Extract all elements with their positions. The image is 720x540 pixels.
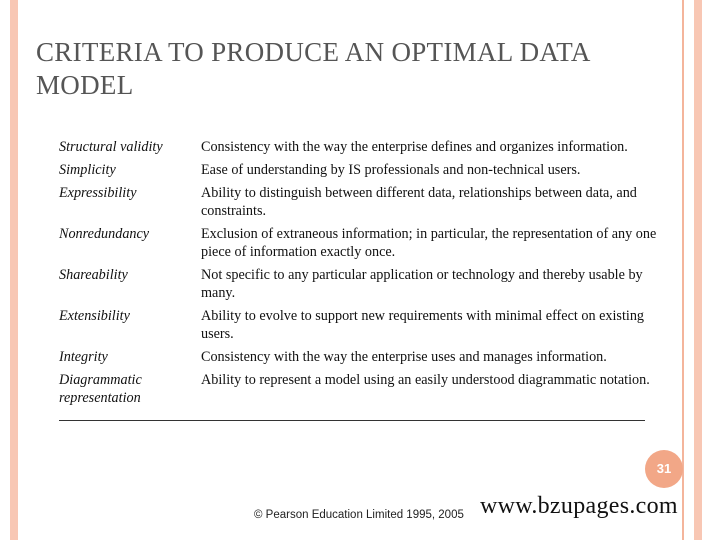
criterion-term: Nonredundancy bbox=[59, 226, 150, 242]
criteria-row bbox=[59, 266, 659, 307]
right-decorative-border bbox=[694, 0, 702, 540]
criterion-definition: Consistency with the way the enterprise defines and organizes information. bbox=[201, 139, 628, 155]
criterion-definition: Not specific to any particular application or technology and thereby usable by many. bbox=[201, 267, 643, 301]
criteria-row bbox=[59, 348, 659, 371]
criterion-term: Shareability bbox=[59, 267, 128, 283]
table-bottom-rule bbox=[59, 420, 645, 421]
slide-title: CRITERIA TO PRODUCE AN OPTIMAL DATA MODEL bbox=[36, 37, 590, 100]
criterion-definition: Ability to distinguish between different data, relationships between data, and constraints. bbox=[201, 185, 637, 219]
criterion-definition: Ease of understanding by IS professionals and non-technical users. bbox=[201, 162, 581, 178]
criterion-term: Integrity bbox=[59, 349, 108, 365]
criterion-definition: Ability to evolve to support new requirements with minimal effect on existing users. bbox=[201, 308, 645, 342]
criterion-term: Expressibility bbox=[59, 185, 137, 201]
criteria-row bbox=[59, 225, 659, 266]
criteria-row bbox=[59, 161, 659, 184]
criterion-term: Structural validity bbox=[59, 139, 163, 155]
criterion-definition: Consistency with the way the enterprise uses and manages information. bbox=[201, 349, 607, 365]
criteria-row bbox=[59, 307, 659, 348]
criterion-term: Diagrammatic representation bbox=[59, 372, 142, 406]
criteria-row bbox=[59, 371, 659, 412]
page-number-badge: 31 bbox=[645, 450, 683, 488]
criterion-term: Simplicity bbox=[59, 162, 116, 178]
criterion-term: Extensibility bbox=[59, 308, 130, 324]
right-decorative-line bbox=[682, 0, 684, 540]
criterion-definition: Ability to represent a model using an easily understood diagrammatic notation. bbox=[201, 372, 650, 388]
criterion-definition: Exclusion of extraneous information; in particular, the representation of any one piece of information exactly once. bbox=[201, 226, 657, 260]
copyright-notice: © Pearson Education Limited 1995, 2005 bbox=[254, 509, 464, 521]
criteria-row bbox=[59, 138, 659, 161]
criteria-row bbox=[59, 184, 659, 225]
website-url: www.bzupages.com bbox=[480, 493, 678, 519]
left-decorative-border bbox=[10, 0, 18, 540]
criteria-table bbox=[59, 138, 659, 412]
